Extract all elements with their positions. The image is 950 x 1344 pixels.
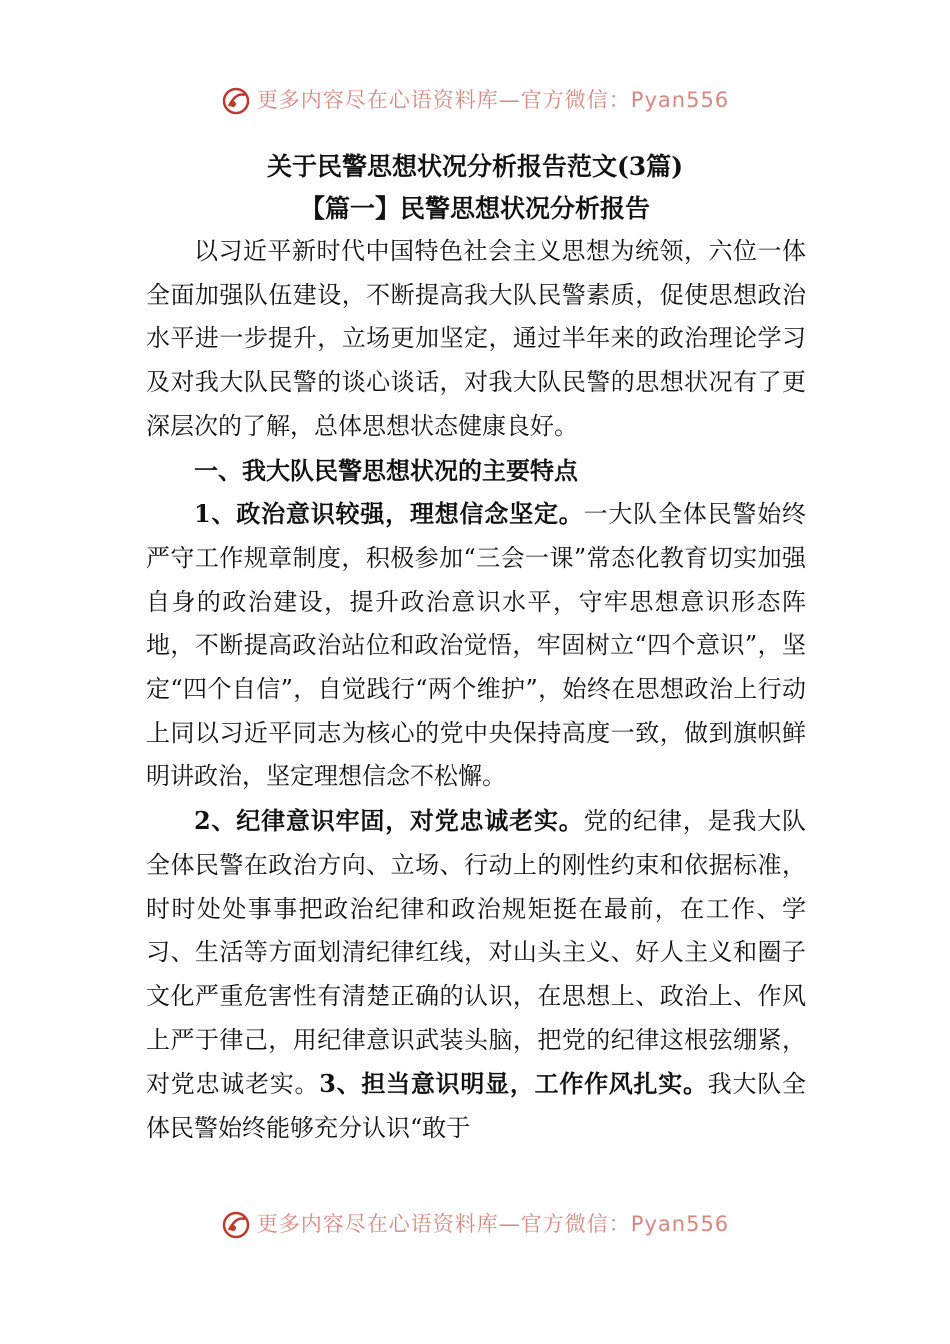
paragraph-3-lead: 3、担当意识明显，工作作风扎实。 [319,1069,708,1099]
document-subtitle: 【篇一】民警思想状况分析报告 [299,194,650,223]
watermark-logo-icon [221,1210,251,1240]
watermark-logo-icon [221,86,251,116]
paragraph-3-text: 我大队全体民警始终能够充分认识“敢于 [146,1070,807,1143]
document-title: 关于民警思想状况分析报告范文(3篇) [266,152,684,181]
paragraph-2 [146,799,806,1151]
paragraph-1-lead: 1、政治意识较强，理想信念坚定。 [194,499,584,529]
document-body [146,230,806,1151]
paragraph-1 [146,492,806,799]
watermark-top-text: 更多内容尽在心语资料库—官方微信：Pyan556 [256,88,730,112]
watermark-top [0,84,950,116]
intro-paragraph: 以习近平新时代中国特色社会主义思想为统领，六位一体全面加强队伍建设，不断提高我大队民警素质，促使思想政治水平进一步提升，立场更加坚定，通过半年来的政治理论学习及对我大队民警的谈心谈话，对我大队民警的思想状况有了更深层次的了解，总体思想状态健康良好。 [146,237,806,440]
watermark-bottom [0,1208,950,1240]
watermark-bottom-text: 更多内容尽在心语资料库—官方微信：Pyan556 [256,1212,730,1236]
paragraph-2-text: 党的纪律，是我大队全体民警在政治方向、立场、行动上的刚性约束和依据标准，时时处处事事把政治纪律和政治规矩挺在最前，在工作、学习、生活等方面划清纪律红线，对山头主义、好人主义和圈子文化严重危害性有清楚正确的认识，在思想上、政治上、作风上严于律己，用纪律意识武装头脑，把党的纪律这根弦绷紧，对党忠诚老实。 [146,807,807,1099]
section-heading: 一、我大队民警思想状况的主要特点 [194,455,578,485]
paragraph-1-text: 一大队全体民警始终严守工作规章制度，积极参加“三会一课”常态化教育切实加强自身的政治建设，提升政治意识水平，守牢思想意识形态阵地，不断提高政治站位和政治觉悟，牢固树立“四个意识”，坚定“四个自信”，自觉践行“两个维护”，始终在思想政治上行动上同以习近平同志为核心的党中央保持高度一致，做到旗帜鲜明讲政治，坚定理想信念不松懈。 [146,500,807,791]
paragraph-2-lead: 2、纪律意识牢固，对党忠诚老实。 [194,806,584,836]
